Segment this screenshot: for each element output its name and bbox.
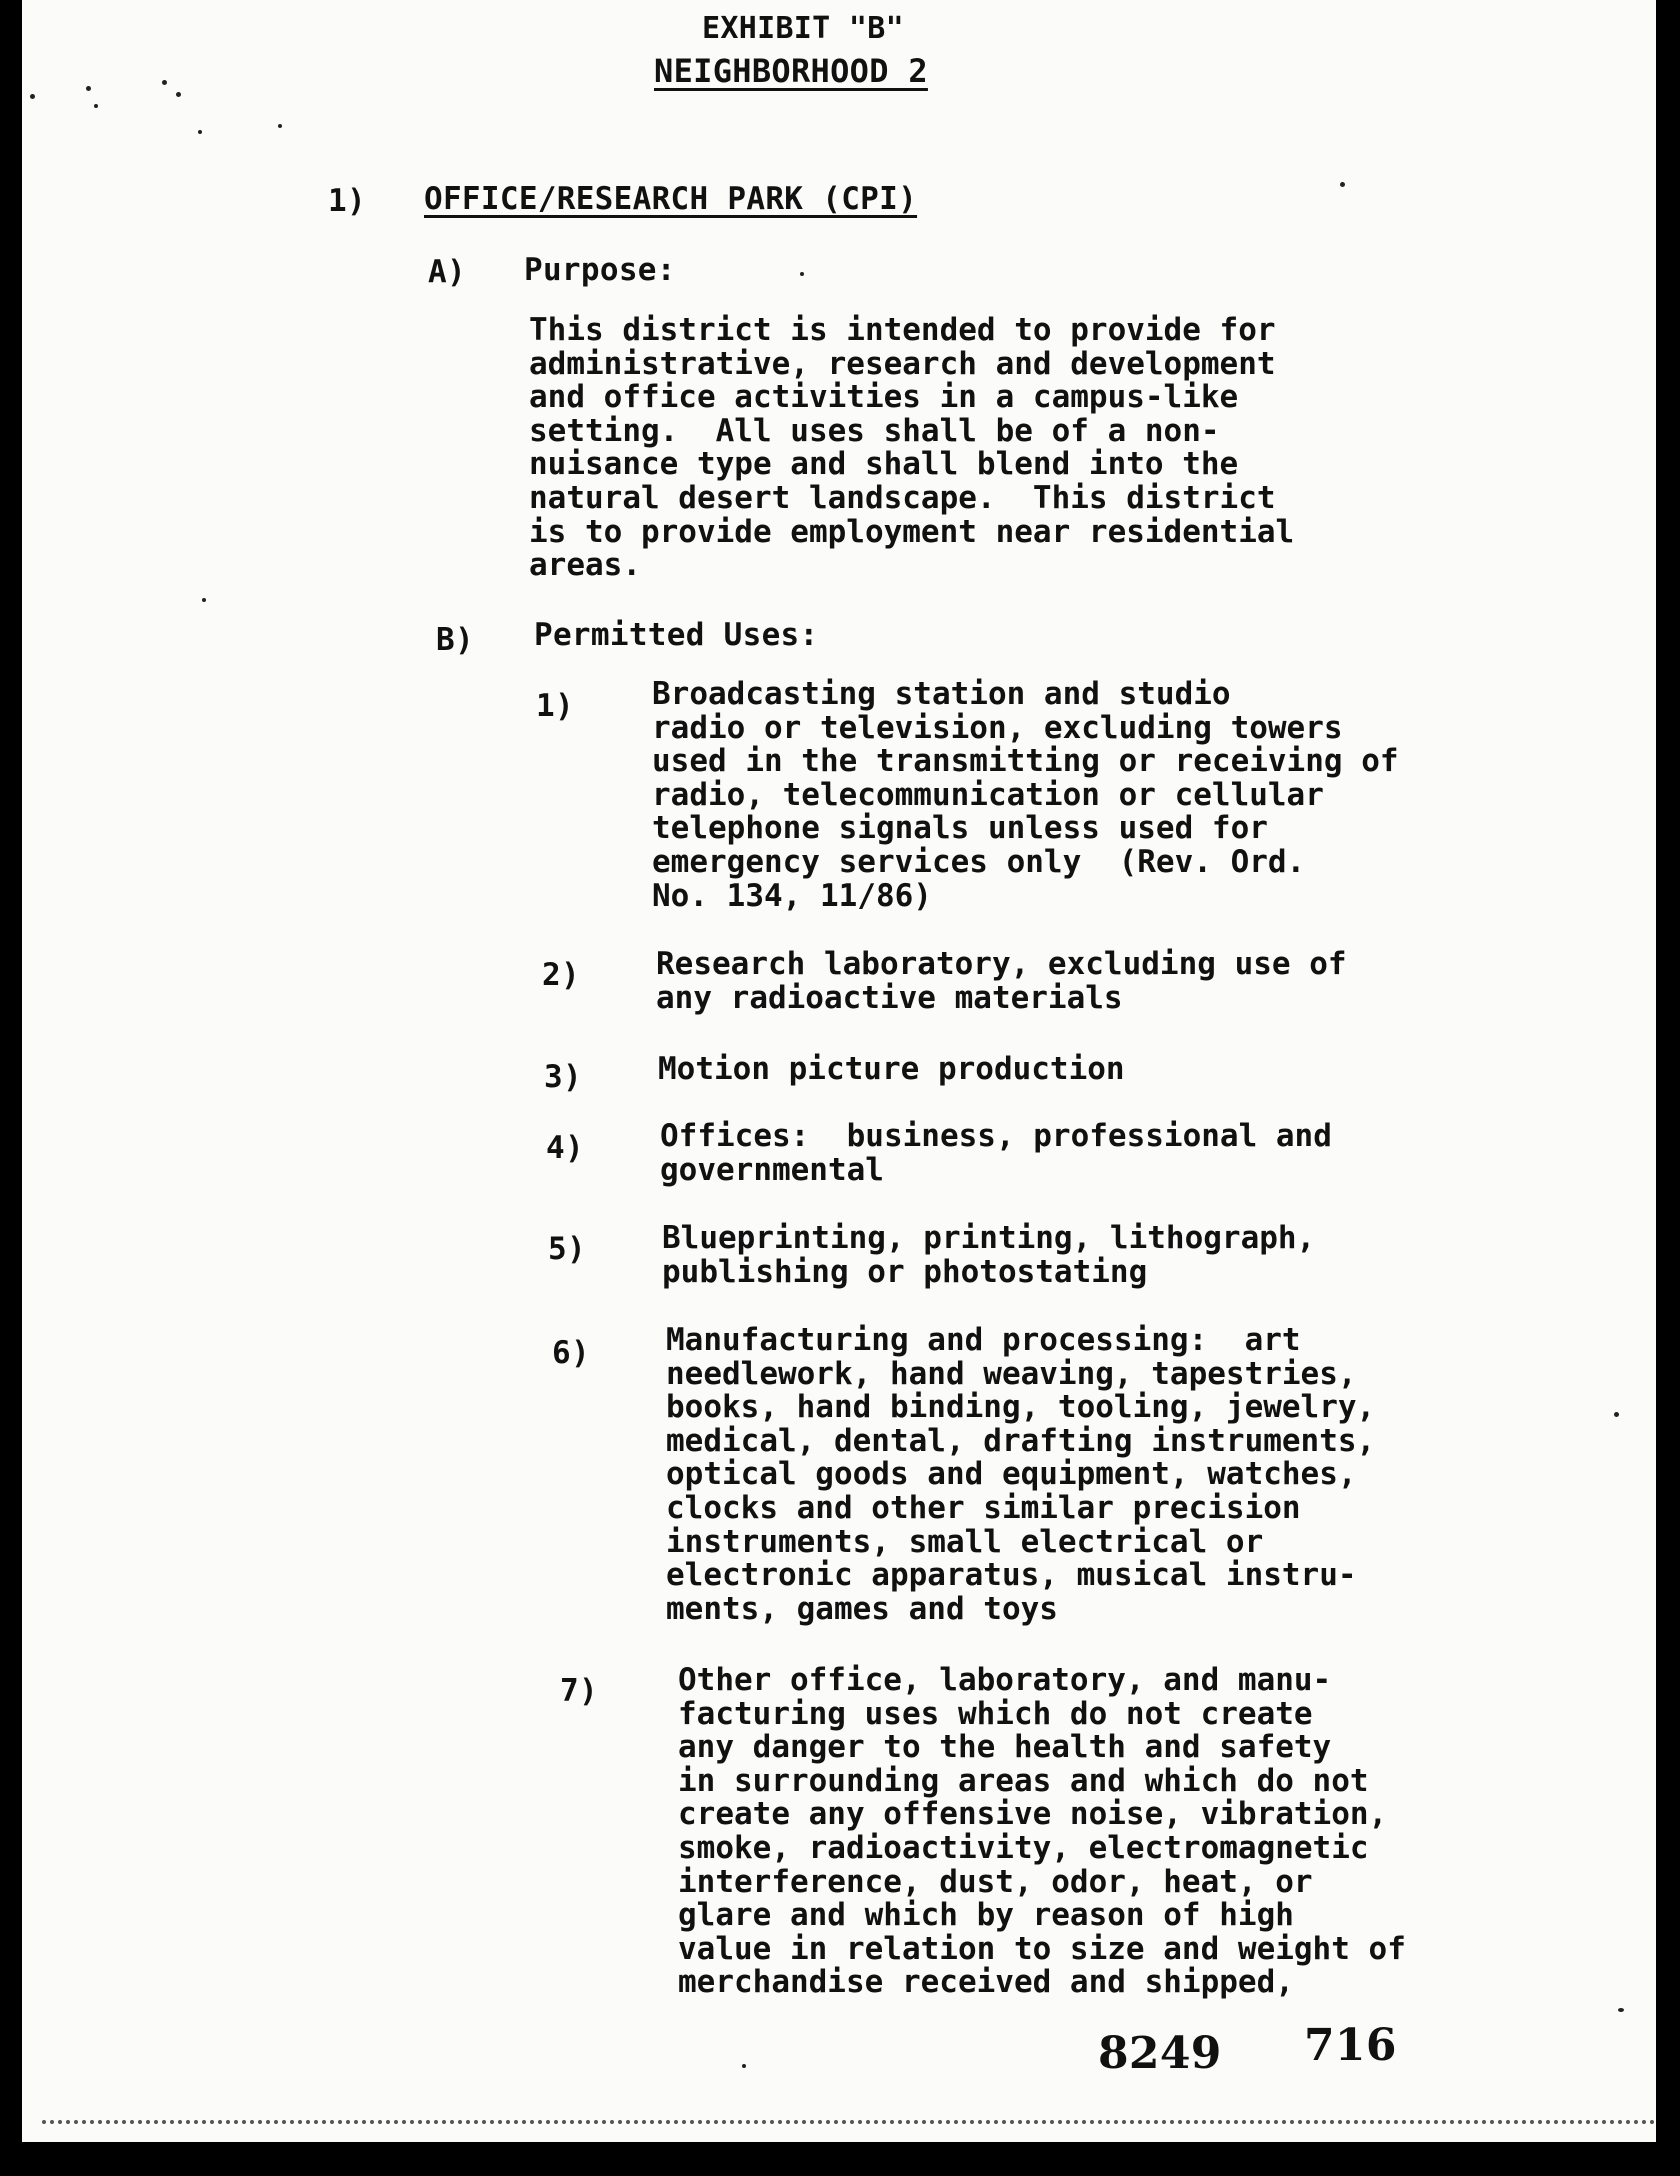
text-line: Other office, laboratory, and manu- xyxy=(678,1662,1332,1698)
text-line: used in the transmitting or receiving of xyxy=(652,743,1399,780)
text-line: administrative, research and development xyxy=(529,345,1276,382)
section-title: OFFICE/RESEARCH PARK (CPI) xyxy=(424,181,918,217)
scan-speck xyxy=(162,80,167,85)
item-number: 2) xyxy=(542,957,580,993)
text-line: is to provide employment near residential xyxy=(529,513,1295,550)
text-line: Motion picture production xyxy=(658,1051,1125,1087)
item-number: 7) xyxy=(560,1673,598,1709)
permitted-heading: Permitted Uses: xyxy=(534,617,819,653)
text-line: interference, dust, odor, heat, or xyxy=(678,1863,1313,1900)
scan-speck xyxy=(1614,1412,1619,1417)
permitted-item-5 xyxy=(662,1222,1315,1289)
text-line: ments, games and toys xyxy=(666,1590,1058,1627)
text-line: This district is intended to provide for xyxy=(529,312,1276,348)
text-line: Blueprinting, printing, lithograph, xyxy=(662,1220,1316,1256)
item-number: 5) xyxy=(548,1231,586,1267)
document-page xyxy=(22,0,1656,2142)
permitted-item-6 xyxy=(666,1324,1375,1626)
section-number: 1) xyxy=(328,183,366,219)
text-line: smoke, radioactivity, electromagnetic xyxy=(678,1829,1369,1866)
permitted-item-1 xyxy=(652,678,1399,913)
scan-speck xyxy=(800,272,804,276)
text-line: medical, dental, drafting instruments, xyxy=(666,1422,1376,1459)
permitted-item-7 xyxy=(678,1664,1406,2000)
text-line: radio or television, excluding towers xyxy=(652,709,1343,746)
purpose-paragraph xyxy=(529,314,1294,583)
text-line: nuisance type and shall blend into the xyxy=(529,446,1239,483)
text-line: Manufacturing and processing: art xyxy=(666,1322,1301,1358)
text-line: emergency services only (Rev. Ord. xyxy=(652,843,1306,880)
item-number: 3) xyxy=(544,1059,582,1095)
text-line: create any offensive noise, vibration, xyxy=(678,1796,1388,1833)
scan-speck xyxy=(86,86,91,91)
text-line: any danger to the health and safety xyxy=(678,1729,1332,1766)
scan-speck xyxy=(94,104,98,108)
text-line: electronic apparatus, musical instru- xyxy=(666,1557,1357,1594)
text-line: telephone signals unless used for xyxy=(652,810,1268,847)
permitted-marker: B) xyxy=(436,622,474,658)
text-line: any radioactive materials xyxy=(656,979,1123,1016)
text-line: facturing uses which do not create xyxy=(678,1695,1313,1732)
text-line: No. 134, 11/86) xyxy=(652,877,932,914)
item-number: 1) xyxy=(536,688,574,724)
text-line: value in relation to size and weight of xyxy=(678,1930,1406,1967)
text-line: needlework, hand weaving, tapestries, xyxy=(666,1355,1357,1392)
item-number: 6) xyxy=(552,1335,590,1371)
text-line: publishing or photostating xyxy=(662,1253,1148,1290)
scan-speck xyxy=(30,94,35,99)
text-line: glare and which by reason of high xyxy=(678,1897,1294,1934)
text-line: Broadcasting station and studio xyxy=(652,676,1231,712)
text-line: areas. xyxy=(529,547,641,584)
permitted-item-4 xyxy=(660,1120,1332,1187)
purpose-marker: A) xyxy=(428,254,466,290)
scan-speck xyxy=(176,92,181,97)
scan-speck xyxy=(278,124,282,128)
scan-speck xyxy=(742,2064,746,2068)
scan-noise-strip xyxy=(42,2120,1656,2124)
text-line: and office activities in a campus-like xyxy=(529,379,1239,416)
permitted-item-2 xyxy=(656,948,1347,1015)
scan-speck xyxy=(1618,2008,1624,2012)
text-line: optical goods and equipment, watches, xyxy=(666,1456,1357,1493)
text-line: setting. All uses shall be of a non- xyxy=(529,412,1220,449)
scan-speck xyxy=(1340,182,1345,187)
neighborhood-title: NEIGHBORHOOD 2 xyxy=(654,52,928,90)
text-line: governmental xyxy=(660,1151,884,1188)
scan-speck xyxy=(202,598,206,602)
item-number: 4) xyxy=(546,1130,584,1166)
permitted-item-3 xyxy=(658,1053,1125,1087)
text-line: books, hand binding, tooling, jewelry, xyxy=(666,1389,1376,1426)
exhibit-label: EXHIBIT "B" xyxy=(702,11,904,46)
text-line: instruments, small electrical or xyxy=(666,1523,1264,1560)
footer-code-2: 716 xyxy=(1304,2020,1397,2071)
text-line: radio, telecommunication or cellular xyxy=(652,776,1324,813)
scan-speck xyxy=(198,130,202,134)
footer-code-1: 8249 xyxy=(1098,2028,1222,2079)
text-line: Offices: business, professional and xyxy=(660,1118,1332,1154)
text-line: Research laboratory, excluding use of xyxy=(656,946,1347,982)
text-line: merchandise received and shipped, xyxy=(678,1964,1294,2001)
purpose-heading: Purpose: xyxy=(524,252,676,288)
text-line: natural desert landscape. This district xyxy=(529,479,1276,516)
text-line: clocks and other similar precision xyxy=(666,1489,1301,1526)
text-line: in surrounding areas and which do not xyxy=(678,1762,1369,1799)
